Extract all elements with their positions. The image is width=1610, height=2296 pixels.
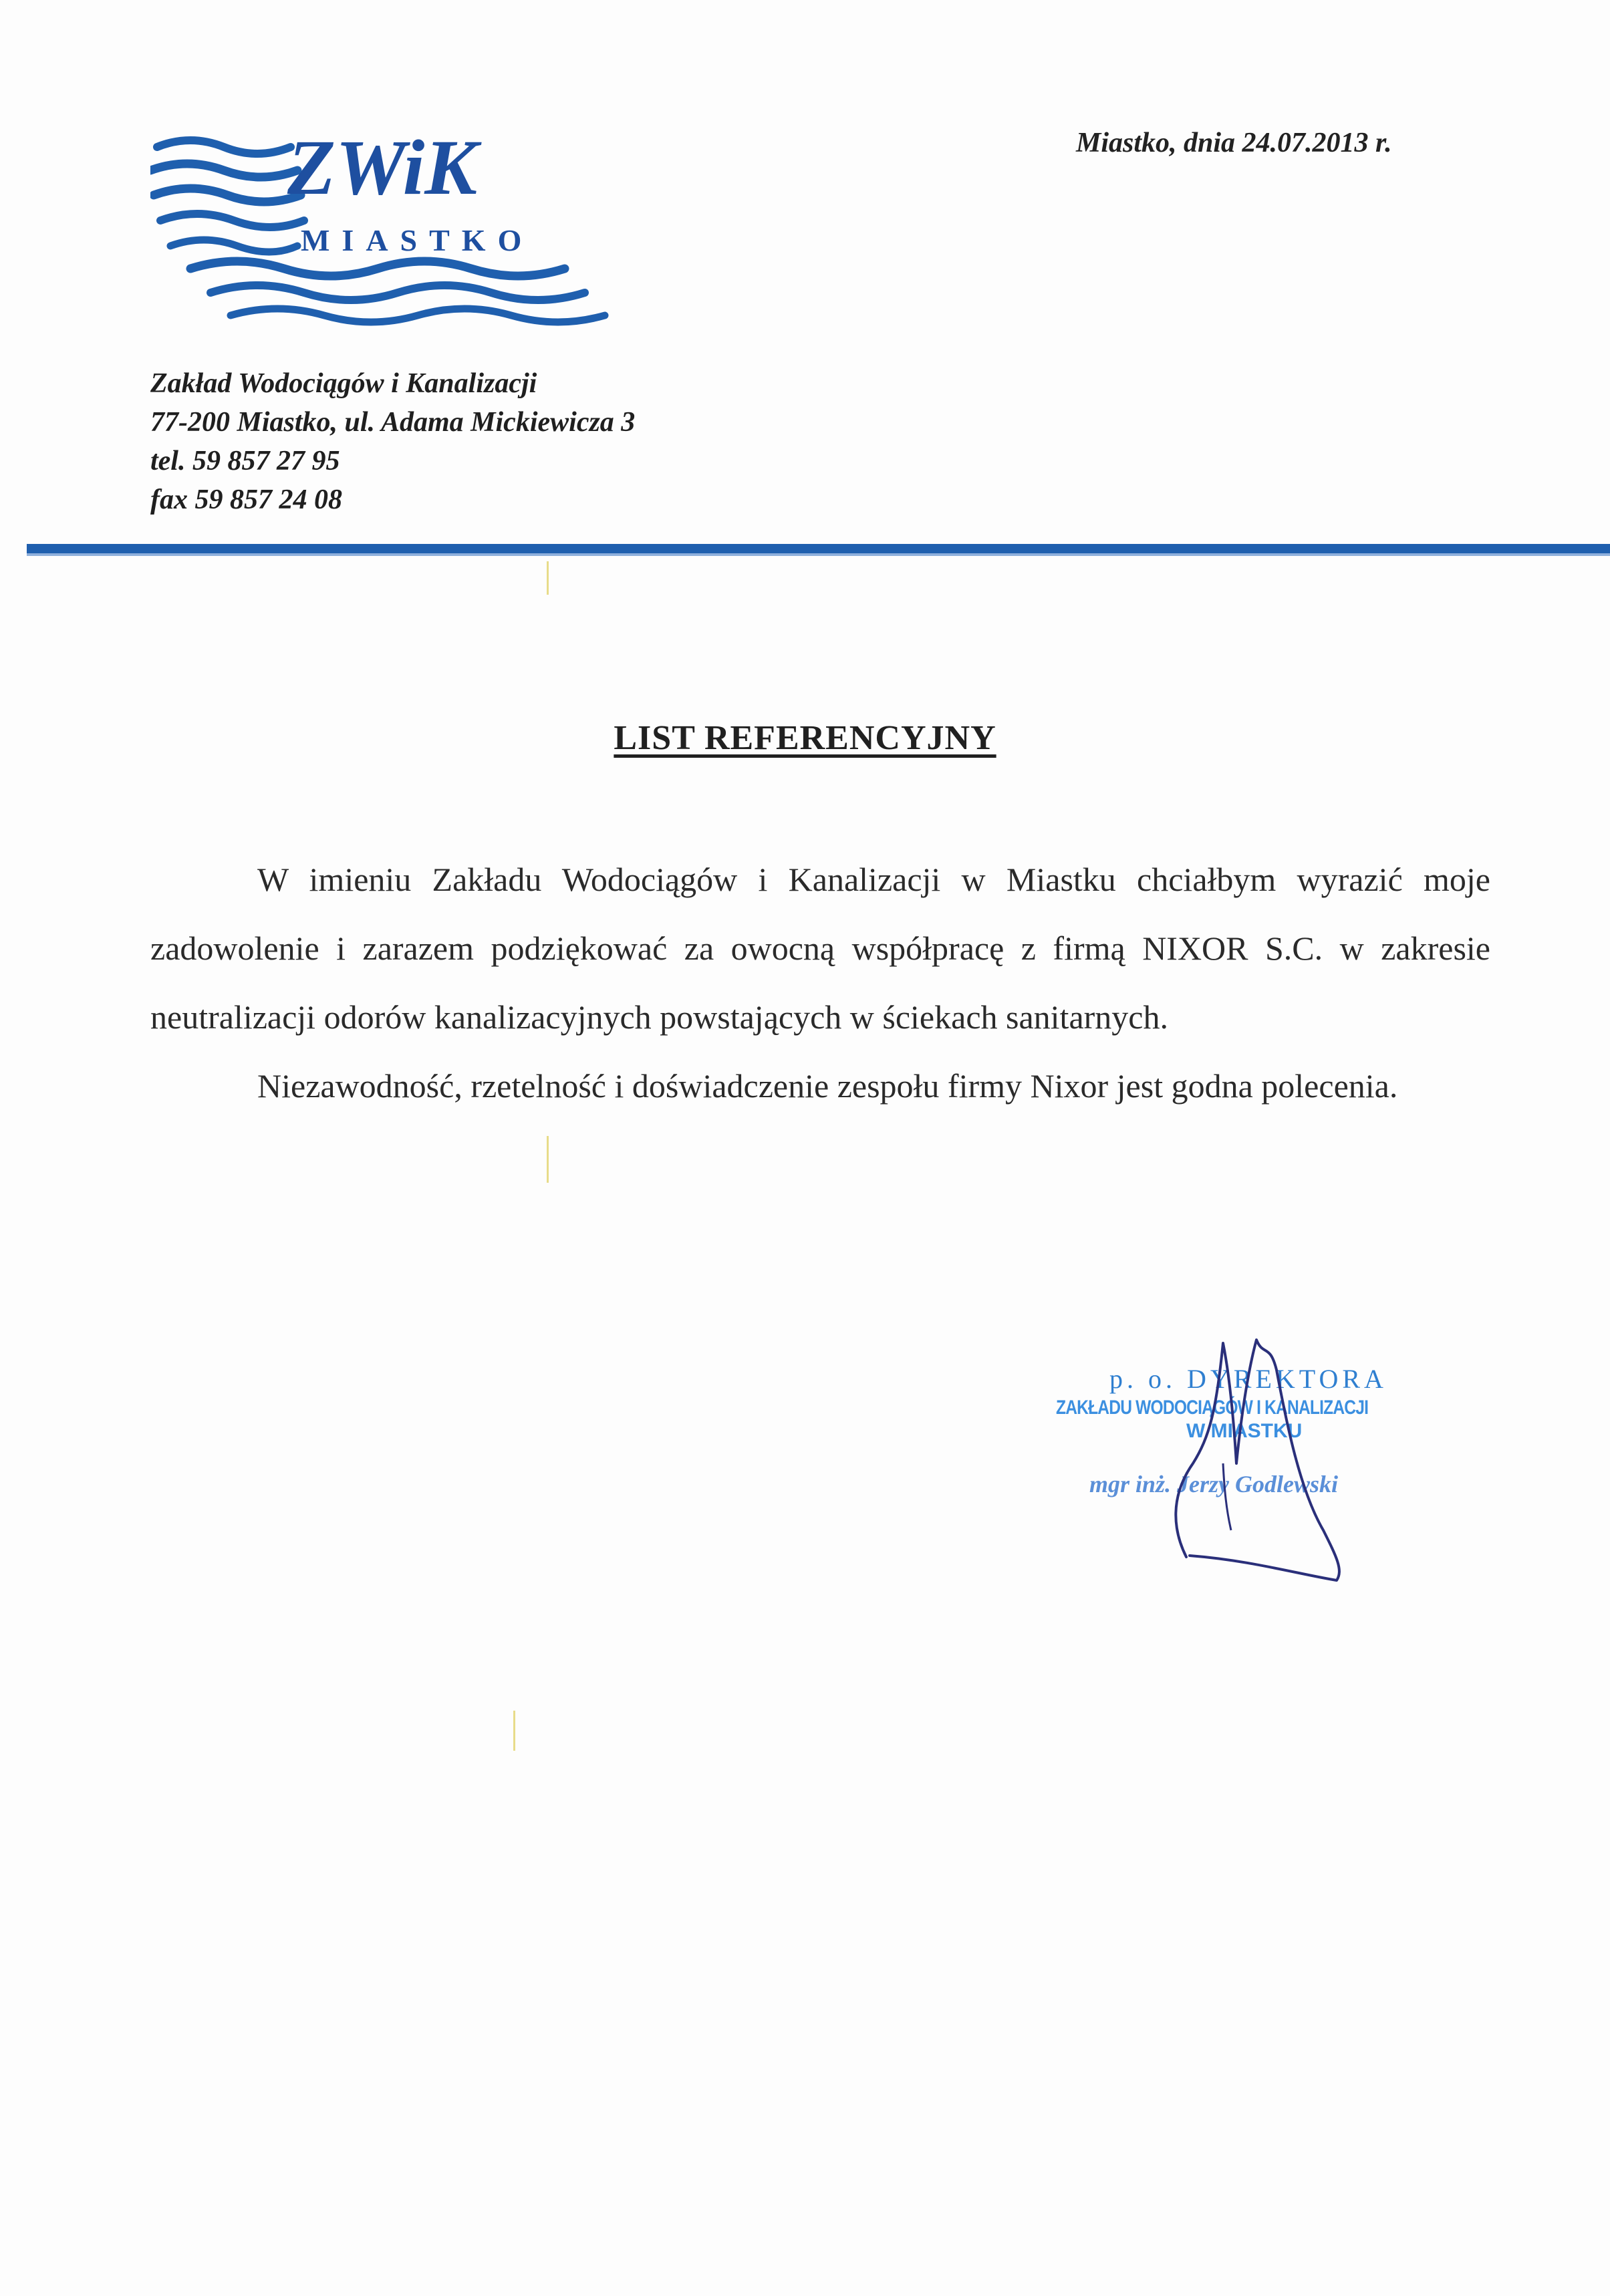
zwik-logo (150, 120, 618, 347)
header-separator-shadow (27, 553, 1610, 556)
fold-mark (513, 1711, 515, 1751)
stamp-location: W MIASTKU (1186, 1420, 1303, 1442)
header-separator (27, 544, 1610, 553)
company-street: 77-200 Miastko, ul. Adama Mickiewicza 3 (150, 407, 636, 438)
company-fax: fax 59 857 24 08 (150, 484, 342, 515)
logo-main-text: ZWiK (287, 124, 478, 211)
zwik-logo-graphic (150, 120, 618, 347)
fold-mark (547, 1136, 549, 1183)
stamp-title: p. o. DYREKTORA (1109, 1364, 1387, 1394)
letter-body (150, 845, 1490, 1121)
fold-mark (547, 561, 549, 595)
document-title: LIST REFERENCYJNY (614, 719, 996, 757)
stamp-signatory: mgr inż. Jerzy Godlewski (1089, 1471, 1339, 1497)
stamp-institution: ZAKŁADU WODOCIĄGÓW I KANALIZACJI (1056, 1397, 1369, 1419)
company-phone: tel. 59 857 27 95 (150, 446, 340, 476)
document-date: Miastko, dnia 24.07.2013 r. (1076, 128, 1392, 158)
paragraph-2: Niezawodność, rzetelność i doświadczenie zespołu firmy Nixor jest godna polecenia. (257, 1067, 1398, 1105)
director-stamp (1056, 1330, 1470, 1610)
sender-address (150, 364, 635, 519)
paragraph-1: W imieniu Zakładu Wodociągów i Kanalizacji w Miastku chciałbym wyrazić moje zadowolenie i zarazem podziękować za owocną współpracę z firmą NIXOR S.C. w zakresie neutralizacji odorów kanalizacyjnych powstających w ściekach sanitarnych. (150, 861, 1490, 1036)
logo-sub-text: MIASTKO (301, 223, 534, 257)
company-name: Zakład Wodociągów i Kanalizacji (150, 368, 537, 399)
